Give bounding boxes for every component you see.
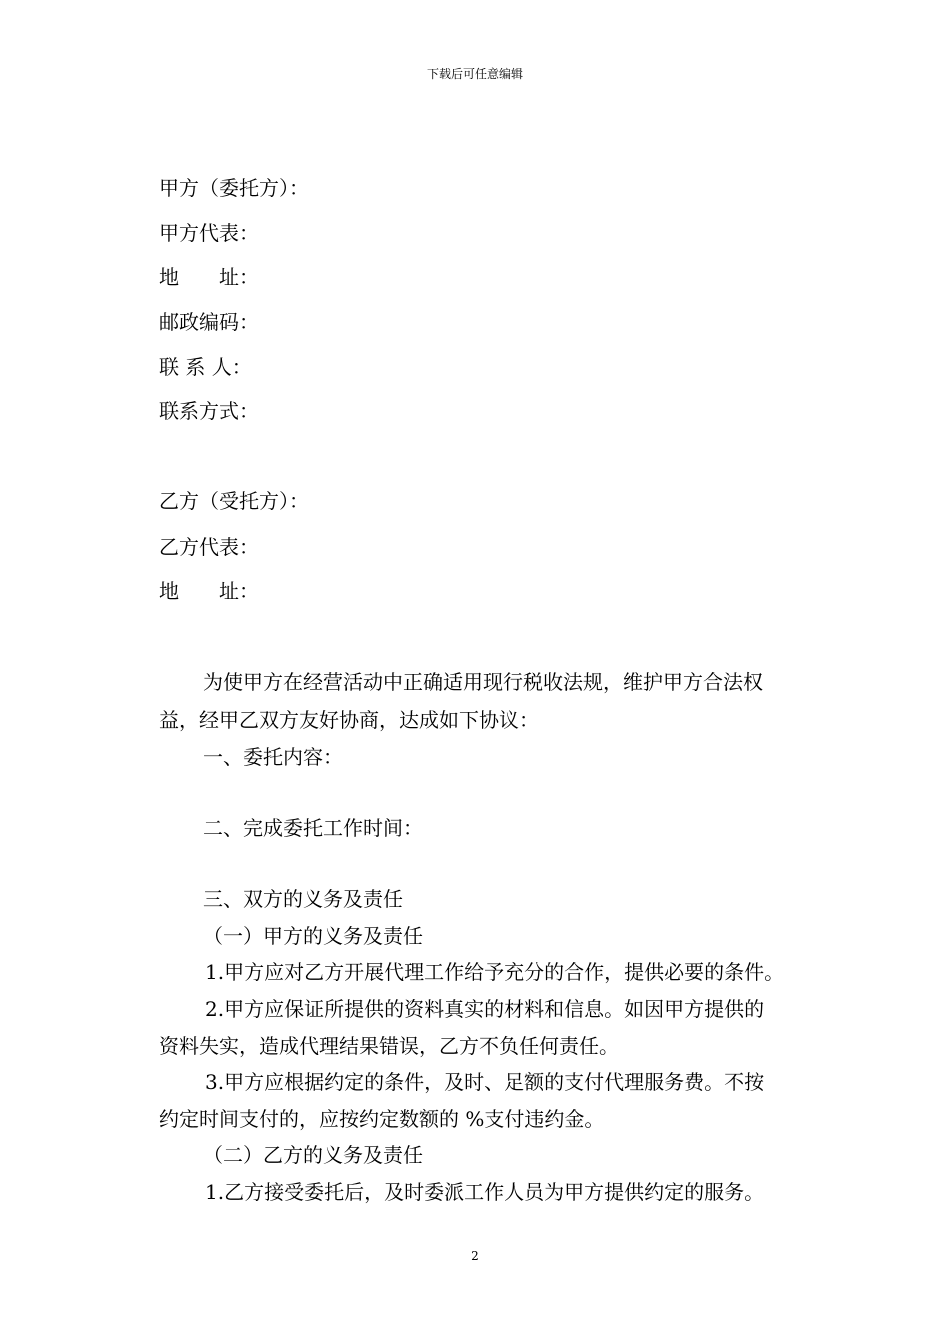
party-a-duty-3-line-2: 约定时间支付的，应按约定数额的 %支付违约金。 xyxy=(159,1107,605,1131)
intro-line-2: 益，经甲乙双方友好协商，达成如下协议： xyxy=(159,708,539,732)
party-a-contact-method: 联系方式： xyxy=(159,399,259,423)
party-a-postcode: 邮政编码： xyxy=(159,310,259,334)
party-a-duty-3-line-1: 3.甲方应根据约定的条件，及时、足额的支付代理服务费。不按 xyxy=(205,1070,765,1094)
party-a-duty-2-line-1: 2.甲方应保证所提供的资料真实的材料和信息。如因甲方提供的 xyxy=(205,997,765,1021)
section-2-heading: 二、完成委托工作时间： xyxy=(203,816,423,840)
party-b-address: 地 址： xyxy=(159,579,259,603)
party-a-representative: 甲方代表： xyxy=(159,221,259,245)
page-number: 2 xyxy=(471,1249,479,1263)
party-a-duty-1: 1.甲方应对乙方开展代理工作给予充分的合作，提供必要的条件。 xyxy=(205,960,785,984)
subsection-party-a-duties: （一）甲方的义务及责任 xyxy=(203,924,423,948)
party-a-title: 甲方（委托方）： xyxy=(159,176,309,200)
section-3-heading: 三、双方的义务及责任 xyxy=(203,887,403,911)
subsection-party-b-duties: （二）乙方的义务及责任 xyxy=(203,1143,423,1167)
section-1-heading: 一、委托内容： xyxy=(203,745,343,769)
party-a-duty-2-line-2: 资料失实，造成代理结果错误，乙方不负任何责任。 xyxy=(159,1034,619,1058)
party-b-duty-1: 1.乙方接受委托后，及时委派工作人员为甲方提供约定的服务。 xyxy=(205,1180,765,1204)
intro-line-1: 为使甲方在经营活动中正确适用现行税收法规，维护甲方合法权 xyxy=(203,670,763,694)
party-b-title: 乙方（受托方）： xyxy=(159,489,309,513)
party-b-representative: 乙方代表： xyxy=(159,535,259,559)
party-a-address: 地 址： xyxy=(159,265,259,289)
page-header: 下载后可任意编辑 xyxy=(426,67,523,81)
party-a-contact-person: 联 系 人： xyxy=(159,355,252,379)
